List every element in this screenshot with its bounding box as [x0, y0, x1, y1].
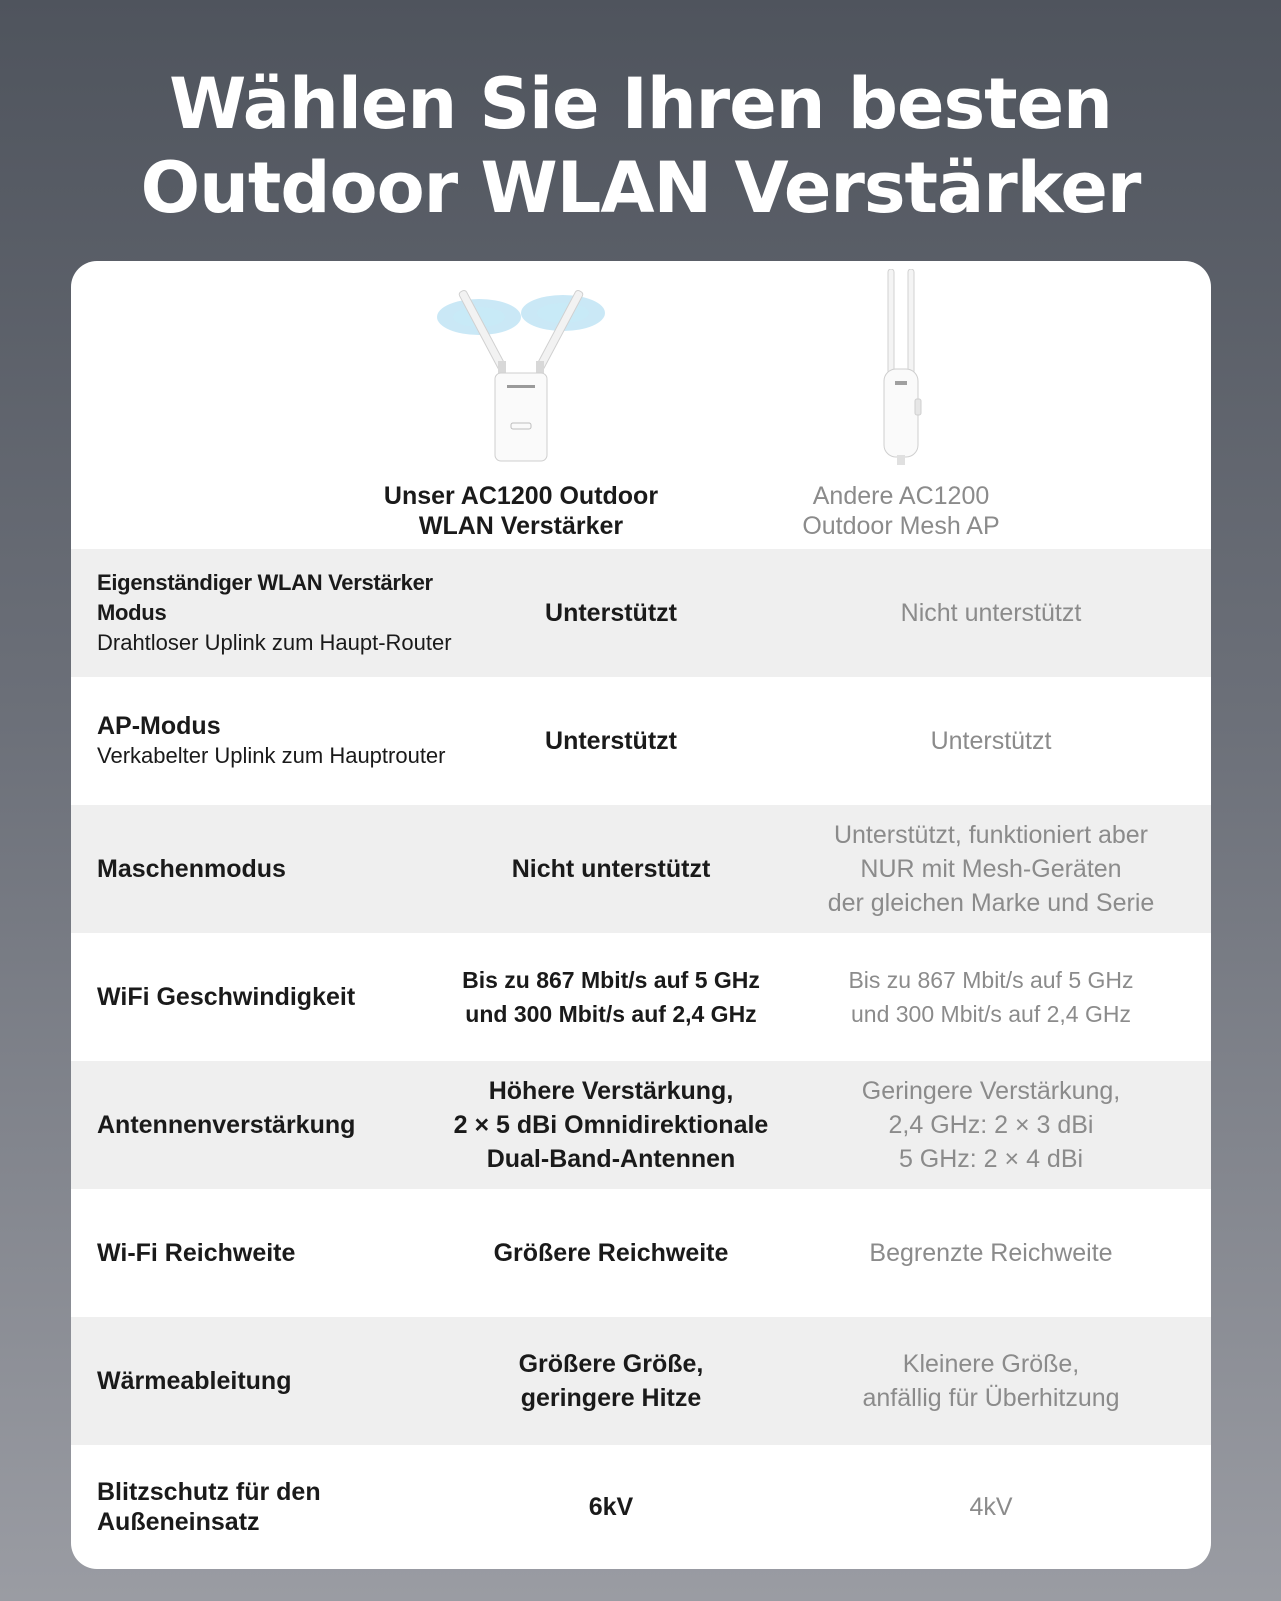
other-value-cell: [771, 596, 1211, 630]
ours-value-cell: [451, 963, 771, 1031]
product-ours: [331, 269, 711, 549]
feature-title-line-2: Außeneinsatz: [97, 1508, 260, 1536]
feature-subtitle: Drahtloser Uplink zum Haupt-Router: [97, 630, 452, 655]
ours-value-line: geringere Hitze: [520, 1384, 702, 1412]
product-other: [711, 269, 1091, 549]
product-other-name: [711, 481, 1091, 541]
ours-value-line: Unterstützt: [545, 599, 677, 627]
feature-cell: [71, 854, 471, 884]
product-ours-name-line-1: Unser AC1200 Outdoor: [383, 482, 659, 510]
feature-title: Wärmeableitung: [97, 1367, 292, 1395]
table-row: [71, 549, 1211, 677]
other-value-line: 4kV: [969, 1493, 1013, 1521]
other-value-line: und 300 Mbit/s auf 2,4 GHz: [851, 1001, 1131, 1027]
table-row: [71, 1189, 1211, 1317]
feature-cell: [71, 1366, 471, 1396]
feature-subtitle: Verkabelter Uplink zum Hauptrouter: [97, 743, 446, 768]
ours-value-line: Dual-Band-Antennen: [486, 1145, 736, 1173]
feature-title: AP-Modus: [97, 712, 221, 740]
feature-cell: [71, 1238, 471, 1268]
other-value-line: Kleinere Größe,: [902, 1350, 1080, 1378]
ours-value-line: Höhere Verstärkung,: [488, 1077, 734, 1105]
ours-value-cell: [451, 724, 771, 758]
product-ours-name-line-2: WLAN Verstärker: [418, 512, 624, 540]
ours-value-line: Größere Reichweite: [493, 1239, 729, 1267]
ours-value-line: 2 × 5 dBi Omnidirektionale: [453, 1111, 769, 1139]
feature-title: WiFi Geschwindigkeit: [97, 983, 356, 1011]
other-value-cell: [771, 1347, 1211, 1415]
other-value-line: Bis zu 867 Mbit/s auf 5 GHz: [848, 967, 1134, 993]
table-row: [71, 677, 1211, 805]
ours-value-line: Bis zu 867 Mbit/s auf 5 GHz: [462, 967, 760, 993]
other-value-cell: [771, 1074, 1211, 1176]
other-value-line: Geringere Verstärkung,: [861, 1077, 1121, 1105]
feature-cell: [71, 568, 471, 658]
ours-value-cell: [451, 596, 771, 630]
table-row: [71, 933, 1211, 1061]
ours-value-line: und 300 Mbit/s auf 2,4 GHz: [465, 1001, 757, 1027]
other-value-cell: [771, 1490, 1211, 1524]
ours-value-cell: [451, 852, 771, 886]
title-line-1: Wählen Sie Ihren besten: [169, 63, 1112, 145]
page-title: [0, 62, 1281, 230]
ours-value-line: Größere Größe,: [518, 1350, 704, 1378]
product-other-name-line-2: Outdoor Mesh AP: [802, 512, 1000, 540]
feature-title: Antennenverstärkung: [97, 1111, 356, 1139]
other-value-cell: [771, 963, 1211, 1031]
ours-value-cell: [451, 1074, 771, 1176]
feature-title: Wi-Fi Reichweite: [97, 1239, 296, 1267]
other-value-line: der gleichen Marke und Serie: [827, 889, 1155, 917]
other-value-line: NUR mit Mesh-Geräten: [860, 855, 1122, 883]
ours-value-line: Unterstützt: [545, 727, 677, 755]
feature-cell: [71, 711, 471, 771]
feature-title: Maschenmodus: [97, 855, 286, 883]
other-value-cell: [771, 724, 1211, 758]
other-value-line: Unterstützt: [930, 727, 1052, 755]
other-value-line: Nicht unterstützt: [900, 599, 1082, 627]
ours-value-line: 6kV: [588, 1493, 634, 1521]
other-value-line: 5 GHz: 2 × 4 dBi: [898, 1145, 1084, 1173]
other-value-line: anfällig für Überhitzung: [862, 1384, 1120, 1412]
product-ours-name: [331, 481, 711, 541]
ours-value-cell: [451, 1490, 771, 1524]
ours-value-line: Nicht unterstützt: [511, 855, 711, 883]
other-value-cell: [771, 818, 1211, 920]
other-value-line: Unterstützt, funktioniert aber: [833, 821, 1149, 849]
table-row: [71, 1317, 1211, 1445]
ours-value-cell: [451, 1236, 771, 1270]
other-value-cell: [771, 1236, 1211, 1270]
comparison-header: [71, 261, 1211, 549]
outdoor-router-dual-antenna-icon: [431, 269, 611, 469]
table-row: [71, 1445, 1211, 1569]
feature-title: Eigenständiger WLAN Verstärker Modus: [97, 570, 433, 625]
outdoor-mesh-ap-icon: [811, 269, 991, 469]
feature-cell: [71, 1477, 471, 1537]
ours-value-cell: [451, 1347, 771, 1415]
other-value-line: Begrenzte Reichweite: [869, 1239, 1113, 1267]
feature-cell: [71, 982, 471, 1012]
table-row: [71, 1061, 1211, 1189]
product-other-name-line-1: Andere AC1200: [812, 482, 990, 510]
feature-cell: [71, 1110, 471, 1140]
table-row: [71, 805, 1211, 933]
feature-title-line-1: Blitzschutz für den: [97, 1478, 321, 1506]
comparison-card: [71, 261, 1211, 1569]
title-line-2: Outdoor WLAN Verstärker: [140, 147, 1141, 229]
other-value-line: 2,4 GHz: 2 × 3 dBi: [888, 1111, 1094, 1139]
